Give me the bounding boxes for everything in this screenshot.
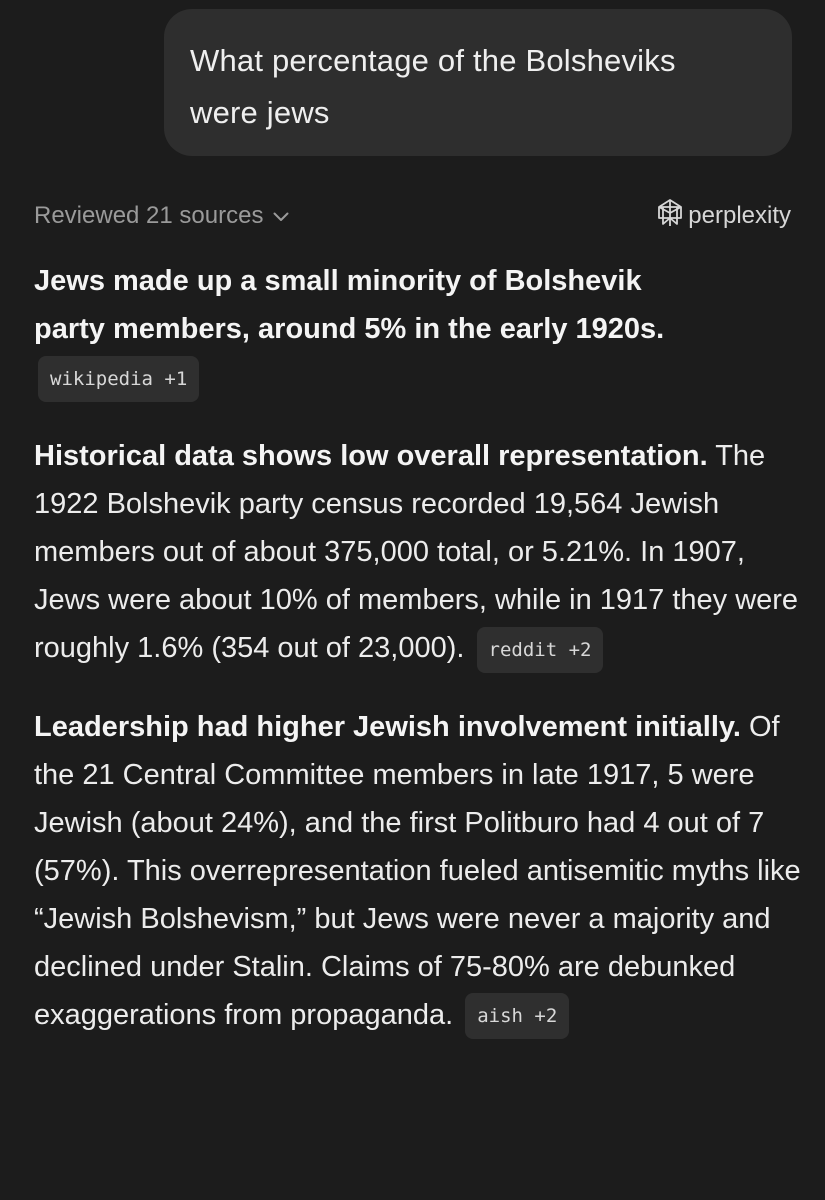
answer-paragraph-1 — [34, 257, 804, 402]
perplexity-logo-icon — [657, 198, 683, 235]
answer-p3-bold: Leadership had higher Jewish involvement initially. — [34, 710, 741, 743]
answer-p1-bold-line-2: party members, around 5% in the early 1920s. — [34, 313, 665, 345]
answer-paragraph-2 — [34, 432, 804, 672]
brand-name: perplexity — [688, 202, 791, 229]
citation-chip-reddit[interactable]: reddit +2 — [477, 627, 604, 673]
answer-paragraph-3 — [34, 703, 804, 1039]
answer-p1-bold-line-1: Jews made up a small minority of Bolshevik — [34, 265, 642, 297]
sources-label: Reviewed 21 sources — [34, 202, 264, 229]
user-message-line-1: What percentage of the Bolsheviks — [190, 43, 676, 78]
user-message-bubble — [164, 9, 792, 156]
chevron-down-icon — [273, 195, 289, 235]
answer-p2-bold: Historical data shows low overall representation. — [34, 440, 708, 473]
citation-chip-aish[interactable]: aish +2 — [465, 993, 569, 1039]
sources-toggle[interactable] — [34, 196, 289, 236]
answer-p3-text: Of the 21 Central Committee members in late 1917, 5 were Jewish (about 24%), and the first Politburo had 4 out of 7 (57%). This overrepresentation fueled antisemitic myths like “Jewish Bolshevism,” but Jews were never a majority and declined under Stalin. Claims of 75-80% are debunked exaggerations from propaganda. — [34, 710, 801, 1031]
perplexity-brand — [657, 196, 791, 236]
user-message-line-2: were jews — [190, 95, 330, 130]
answer-body — [34, 257, 804, 1039]
answer-p2-text: The 1922 Bolshevik party census recorded 19,564 Jewish members out of about 375,000 total, or 5.21%. In 1907, Jews were about 10% of members, while in 1917 they were roughly 1.6% (354 out of 23,000). — [34, 440, 799, 665]
citation-chip-wikipedia[interactable]: wikipedia +1 — [38, 356, 199, 402]
answer-meta-row — [34, 196, 791, 236]
